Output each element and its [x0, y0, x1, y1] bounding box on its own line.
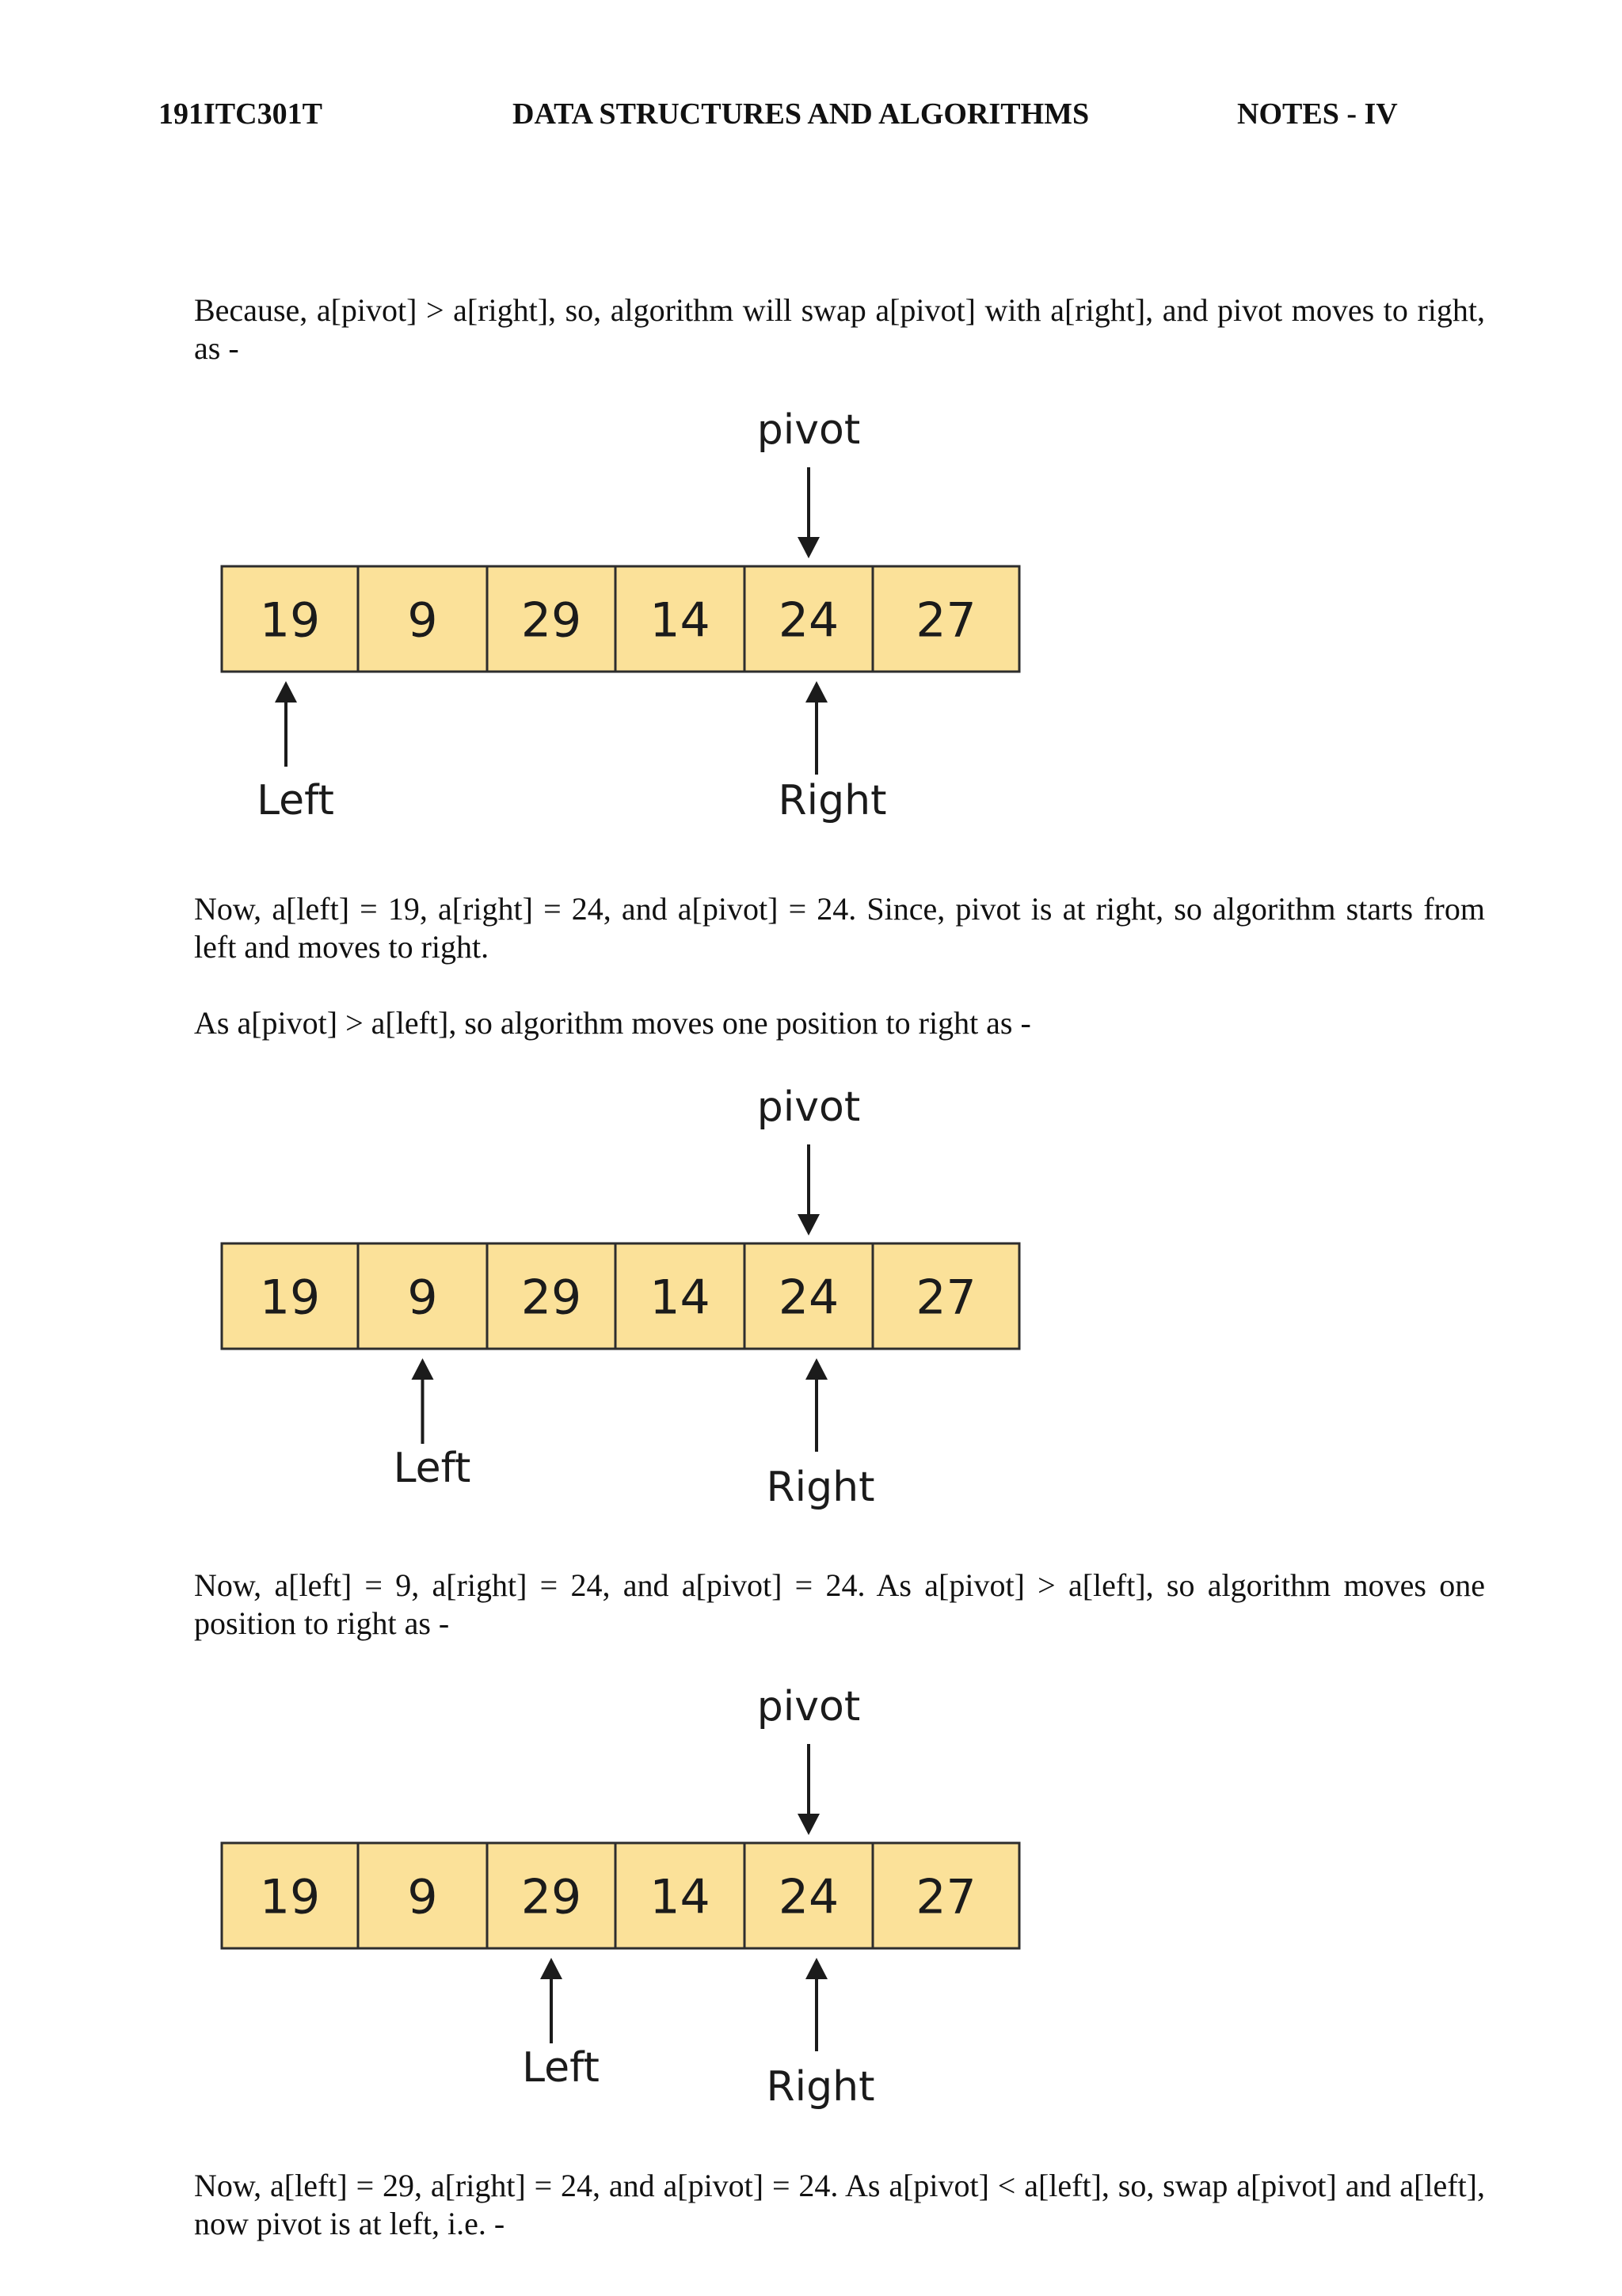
pivot-arrowhead-icon [798, 537, 820, 558]
right-arrowhead-icon [805, 1958, 828, 1979]
right-arrowhead-icon [805, 1358, 828, 1380]
array-value: 29 [520, 1270, 582, 1326]
left-arrowhead-icon [412, 1358, 434, 1380]
array-value: 9 [407, 592, 438, 649]
pivot-arrowhead-icon [798, 1814, 820, 1835]
array-value: 19 [259, 1270, 321, 1326]
pivot-label: pivot [756, 1683, 861, 1731]
course-title: DATA STRUCTURES AND ALGORITHMS [512, 97, 1090, 131]
paragraph-5: Now, a[left] = 29, a[right] = 24, and a[pivot] = 24. As a[pivot] < a[left], so, swap a[pivot] and a[left], now pivot is at left, i.e. - [194, 2168, 1485, 2241]
right-label: Right [778, 777, 887, 824]
array-value: 14 [649, 1270, 710, 1326]
array-value: 29 [520, 592, 582, 649]
right-label: Right [766, 2063, 875, 2111]
diagram-svg [222, 1073, 1061, 1511]
array-value: 27 [916, 1869, 977, 1925]
paragraph-1: Because, a[pivot] > a[right], so, algorithm will swap a[pivot] with a[right], and pivot moves to right, as - [194, 292, 1485, 366]
pivot-arrowhead-icon [798, 1214, 820, 1236]
array-value: 14 [649, 1869, 710, 1925]
array-value: 19 [259, 592, 321, 649]
diagram-svg [222, 1673, 1061, 2111]
quicksort-diagram-1 [222, 396, 1061, 824]
paragraph-4: Now, a[left] = 9, a[right] = 24, and a[pivot] = 24. As a[pivot] > a[left], so algorithm moves one position to right as - [194, 1567, 1485, 1641]
array-value: 27 [916, 1270, 977, 1326]
array-value: 24 [778, 1869, 840, 1925]
right-arrowhead-icon [805, 681, 828, 703]
left-label: Left [522, 2044, 600, 2092]
pivot-label: pivot [756, 1083, 861, 1131]
array-value: 27 [916, 592, 977, 649]
array-value: 19 [259, 1869, 321, 1925]
quicksort-diagram-2 [222, 1073, 1061, 1511]
course-code: 191ITC301T [158, 97, 322, 131]
array-value: 29 [520, 1869, 582, 1925]
notes-label: NOTES - IV [1237, 97, 1398, 131]
left-arrowhead-icon [275, 681, 297, 703]
array-value: 14 [649, 592, 710, 649]
left-label: Left [393, 1445, 471, 1492]
array-value: 9 [407, 1869, 438, 1925]
array-value: 24 [778, 592, 840, 649]
array-value: 24 [778, 1270, 840, 1326]
array-value: 9 [407, 1270, 438, 1326]
paragraph-3: As a[pivot] > a[left], so algorithm moves one position to right as - [194, 1005, 1031, 1041]
paragraph-2: Now, a[left] = 19, a[right] = 24, and a[pivot] = 24. Since, pivot is at right, so algorithm starts from left and moves to right. [194, 891, 1485, 965]
diagram-svg [222, 396, 1061, 824]
left-arrowhead-icon [540, 1958, 562, 1979]
quicksort-diagram-3 [222, 1673, 1061, 2111]
pivot-label: pivot [756, 406, 861, 454]
right-label: Right [766, 1464, 875, 1511]
left-label: Left [257, 777, 334, 824]
